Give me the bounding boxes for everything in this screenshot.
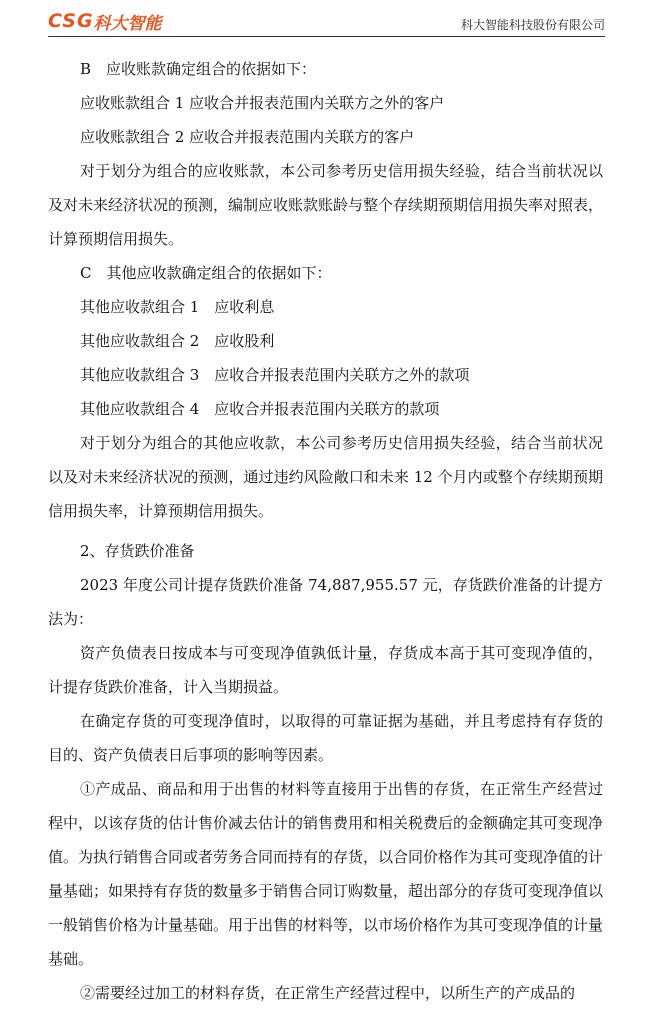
paragraph: 资产负债表日按成本与可变现净值孰低计量，存货成本高于其可变现净值的，计提存货跌价准备，计入当期损益。: [48, 644, 603, 696]
paragraph: B 应收账款确定组合的依据如下：: [80, 60, 317, 78]
paragraph: 在确定存货的可变现净值时，以取得的可靠证据为基础，并且考虑持有存货的目的、资产负债表日后事项的影响等因素。: [48, 712, 603, 764]
paragraph: 对于划分为组合的其他应收款，本公司参考历史信用损失经验，结合当前状况以及对未来经济状况的预测，通过违约风险敞口和未来 12 个月内或整个存续期预期信用损失率，计算预期信用损失。: [48, 434, 603, 520]
document-body: [48, 52, 603, 1010]
logo-latin: CSG: [48, 10, 94, 32]
paragraph: 应收账款组合 1 应收合并报表范围内关联方之外的客户: [80, 94, 445, 112]
paragraph: 2023 年度公司计提存货跌价准备 74,887,955.57 元，存货跌价准备的计提方法为：: [48, 576, 603, 628]
paragraph: 应收账款组合 2 应收合并报表范围内关联方的客户: [80, 128, 415, 146]
paragraph: ②需要经过加工的材料存货，在正常生产经营过程中，以所生产的产成品的: [80, 984, 576, 1002]
paragraph: 其他应收款组合 4 应收合并报表范围内关联方的款项: [80, 400, 440, 418]
company-logo: [48, 10, 162, 32]
paragraph: 其他应收款组合 1 应收利息: [80, 298, 275, 316]
paragraph: 对于划分为组合的应收账款，本公司参考历史信用损失经验，结合当前状况以及对未来经济状况的预测，编制应收账款账龄与整个存续期预期信用损失率对照表，计算预期信用损失。: [48, 162, 604, 248]
page-header: [48, 8, 605, 37]
paragraph: 其他应收款组合 2 应收股利: [80, 332, 275, 350]
paragraph: ①产成品、商品和用于出售的材料等直接用于出售的存货，在正常生产经营过程中，以该存货的估计售价减去估计的销售费用和相关税费后的金额确定其可变现净值。为执行销售合同或者劳务合同而持有的存货，以合同价格作为其可变现净值的计量基础；如果持有存货的数量多于销售合同订购数量，超出部分的存货可变现净值以一般销售价格为计量基础。用于出售的材料等，以市场价格作为其可变现净值的计量基础。: [48, 780, 604, 968]
paragraph: C 其他应收款确定组合的依据如下：: [80, 264, 332, 282]
logo-cjk: 科大智能: [93, 13, 162, 34]
company-name: 科大智能科技股份有限公司: [460, 18, 605, 32]
paragraph: 其他应收款组合 3 应收合并报表范围内关联方之外的款项: [80, 366, 470, 384]
section-heading: 2、存货跌价准备: [80, 542, 195, 560]
